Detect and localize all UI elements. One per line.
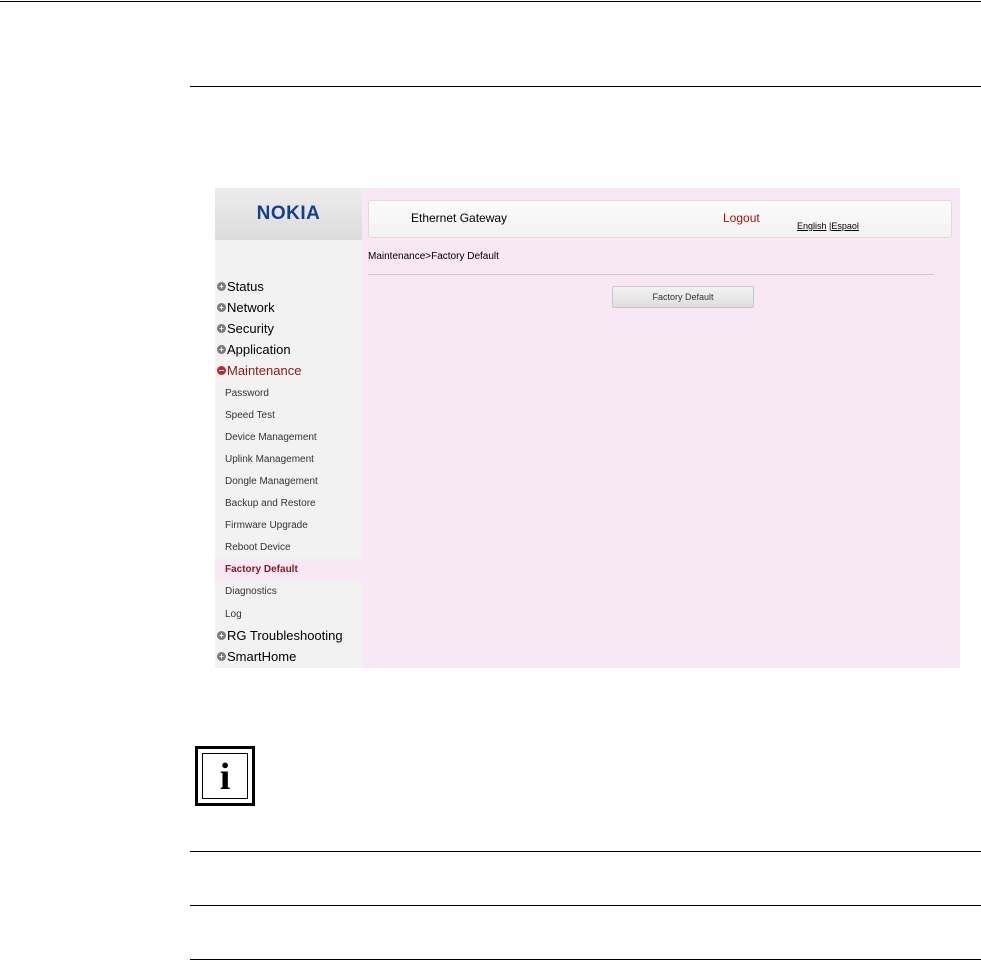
nav-sub-firmware-upgrade[interactable]: Firmware Upgrade [225, 520, 308, 531]
nav-sub-uplink-management[interactable]: Uplink Management [225, 454, 314, 465]
gateway-title: Ethernet Gateway [411, 211, 508, 225]
nav-rg-troubleshooting[interactable] [217, 628, 343, 643]
collapse-minus-icon [217, 366, 226, 375]
info-icon [195, 746, 255, 806]
nav-sub-log[interactable]: Log [225, 609, 242, 620]
router-ui-screenshot [215, 188, 960, 668]
lang-english-link[interactable]: English [797, 221, 827, 231]
nav-network[interactable] [217, 300, 275, 315]
nav-rg-troubleshooting-label: RG Troubleshooting [227, 628, 343, 643]
top-rule [0, 1, 981, 2]
lang-separator: | [826, 221, 832, 231]
expand-plus-icon: + [217, 652, 226, 661]
language-switcher [797, 221, 859, 231]
info-glyph: i [219, 756, 231, 798]
nav-application-label: Application [227, 342, 291, 357]
breadcrumb-divider [368, 274, 934, 275]
nav-security[interactable] [217, 321, 274, 336]
nav-application[interactable] [217, 342, 291, 357]
factory-default-button[interactable]: Factory Default [612, 286, 754, 308]
nav-sub-diagnostics[interactable]: Diagnostics [225, 586, 277, 597]
nav-status[interactable] [217, 279, 264, 294]
logo-box [215, 188, 362, 240]
nav-network-label: Network [227, 300, 275, 315]
expand-plus-icon: + [217, 324, 226, 333]
expand-plus-icon: + [217, 345, 226, 354]
section-rule [190, 86, 981, 87]
sidebar [215, 188, 362, 668]
header-bar [368, 200, 952, 238]
expand-plus-icon: + [217, 631, 226, 640]
logout-link[interactable]: Logout [723, 211, 760, 225]
nav-sub-device-management[interactable]: Device Management [225, 432, 317, 443]
nav-security-label: Security [227, 321, 274, 336]
nav-maintenance[interactable] [217, 363, 301, 378]
nav-sub-dongle-management[interactable]: Dongle Management [225, 476, 318, 487]
nav-smarthome[interactable] [217, 649, 296, 664]
lang-espanol-link[interactable]: Espaol [831, 221, 859, 231]
nav-sub-factory-default[interactable]: Factory Default [215, 559, 362, 581]
nav-sub-reboot-device[interactable]: Reboot Device [225, 542, 291, 553]
nav-smarthome-label: SmartHome [227, 649, 297, 664]
nokia-logo: NOKIA [256, 203, 321, 224]
nav-status-label: Status [227, 279, 264, 294]
nav-sub-speed-test[interactable]: Speed Test [225, 410, 275, 421]
nav-maintenance-label: Maintenance [227, 363, 302, 378]
nav-sub-password[interactable]: Password [225, 388, 269, 399]
note-bottom-rule [190, 905, 981, 906]
note-top-rule [190, 851, 981, 852]
nav-sub-backup-and-restore[interactable]: Backup and Restore [225, 498, 316, 509]
breadcrumb: Maintenance>Factory Default [368, 251, 499, 262]
expand-plus-icon: + [217, 303, 226, 312]
expand-plus-icon: + [217, 282, 226, 291]
